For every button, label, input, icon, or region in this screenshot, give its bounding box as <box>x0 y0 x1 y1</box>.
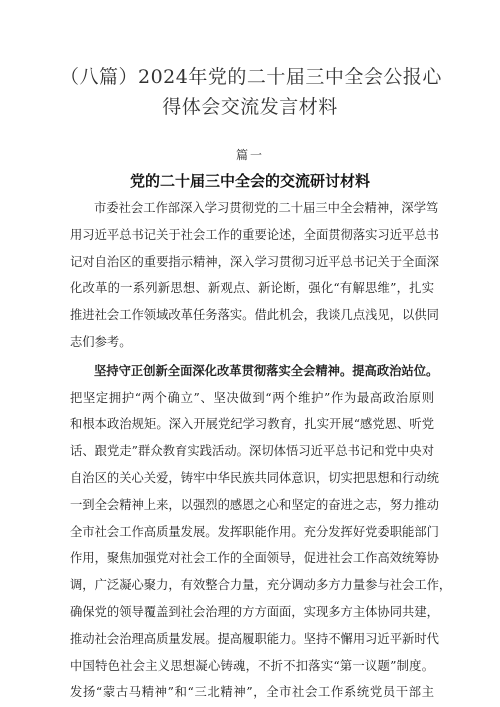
body-line: 话、跟党走”群众教育实践活动。深切体悟习近平总书记和党中央对 <box>70 444 434 459</box>
body-line: 中国特色社会主义思想凝心铸魂，不折不扣落实“第一议题”制度。 <box>70 658 434 673</box>
body-line: 把坚定拥护“两个确立”、坚决做到“两个维护”作为最高政治原则 <box>70 390 434 405</box>
body-line: 市委社会工作部深入学习贯彻党的二十届三中全会精神，深学笃 <box>94 201 439 215</box>
body-line: 用习近平总书记关于社会工作的重要论述，全面贯彻落实习近平总书 <box>70 227 439 242</box>
body-line: 作用，聚焦加强党对社会工作的全面领导，促进社会工作高效统筹协 <box>70 551 439 566</box>
body-line: 全市社会工作高质量发展。发挥职能作用。充分发挥好党委职能部门 <box>70 524 439 539</box>
document-title-line-1: （八篇）2024年党的二十届三中全会公报心 <box>60 66 442 88</box>
document-title-line-2: 得体会交流发言材料 <box>162 96 338 118</box>
body-line: 记对自治区的重要指示精神，深入学习贯彻习近平总书记关于全面深 <box>70 254 439 269</box>
body-line: 志们参考。 <box>70 335 132 349</box>
body-line: 和根本政治规矩。深入开展党纪学习教育，扎实开展“感党恩、听党 <box>70 417 434 432</box>
body-line: 自治区的关心关爱，铸牢中华民族共同体意识，切实把思想和行动统 <box>70 471 439 485</box>
chapter-label: 篇一 <box>235 148 264 162</box>
body-line: 化改革的一系列新思想、新观点、新论断，强化“有解思维”，扎实 <box>70 281 434 296</box>
body-line: 推动社会治理高质量发展。提高履职能力。坚持不懈用习近平新时代 <box>70 631 439 646</box>
body-line: 一到全会精神上来，以强烈的感恩之心和坚定的奋进之志，努力推动 <box>70 497 439 512</box>
body-line: 发扬“蒙古马精神”和“三北精神”，全市社会工作系统党员干部主 <box>70 685 434 700</box>
section-title: 党的二十届三中全会的交流研讨材料 <box>129 172 370 190</box>
body-line: 推进社会工作领域改革任务落实。借此机会，我谈几点浅见，以供同 <box>70 308 439 323</box>
body-line: 调，广泛凝心聚力，有效整合力量，充分调动多方力量参与社会工作， <box>70 578 452 593</box>
body-line: 坚持守正创新全面深化改革贯彻落实全会精神。提高政治站位。 <box>94 362 439 378</box>
body-line: 确保党的领导覆盖到社会治理的方方面面，实现多方主体协同共建， <box>70 605 439 619</box>
